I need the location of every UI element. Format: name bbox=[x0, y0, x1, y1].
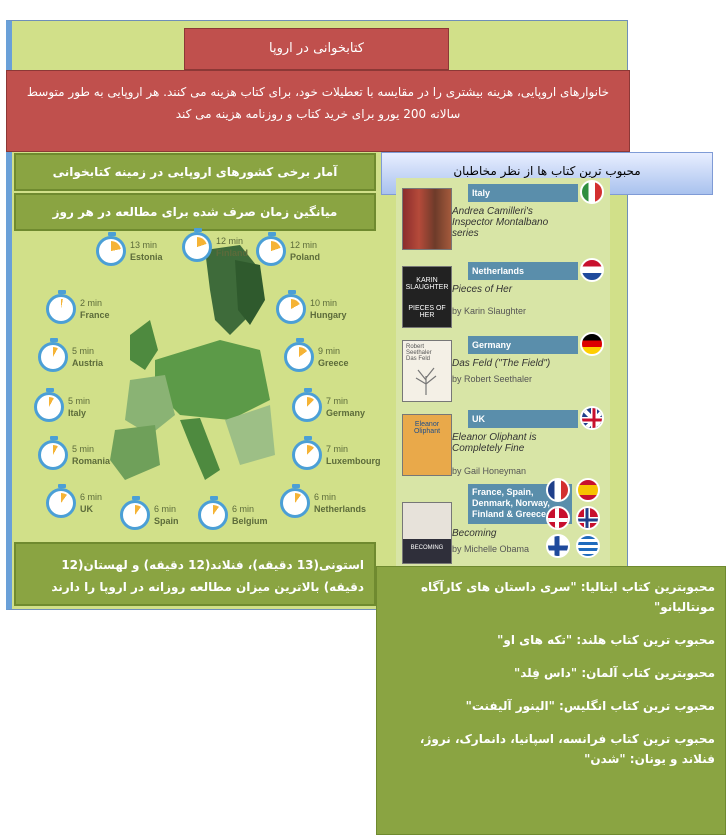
book-country: UK bbox=[468, 410, 578, 428]
map-uk bbox=[130, 320, 158, 370]
reading-timer bbox=[120, 500, 179, 530]
timer-fill bbox=[39, 397, 59, 417]
favorite-multi: محبوب ترین کتاب فرانسه، اسپانیا، دانمارک، نروژ، فنلاند و یونان: "شدن" bbox=[419, 732, 715, 766]
timer-country: Poland bbox=[290, 252, 321, 262]
stopwatch-icon bbox=[120, 500, 150, 530]
timer-country: Austria bbox=[72, 358, 104, 368]
stopwatch-icon bbox=[46, 488, 76, 518]
stopwatch-icon bbox=[280, 488, 310, 518]
timer-fill bbox=[281, 299, 301, 319]
cover-author: Robert Seethaler bbox=[406, 344, 432, 356]
reading-timer bbox=[38, 440, 110, 470]
page-title: کتابخوانی در اروپا bbox=[184, 28, 449, 70]
timer-country: Germany bbox=[326, 408, 366, 418]
stopwatch-icon bbox=[284, 342, 314, 372]
book-cover-image bbox=[402, 340, 452, 402]
book-author: by Robert Seethaler bbox=[452, 374, 533, 384]
book-row-becoming bbox=[396, 478, 610, 568]
norway-flag-icon bbox=[576, 506, 600, 530]
favorite-italy: محبوبترین کتاب ایتالیا: "سری داستان های کارآگاه مونتالبانو" bbox=[420, 580, 715, 614]
germany-flag-icon bbox=[580, 332, 604, 356]
intro-text: خانوارهای اروپایی، هزینه بیشتری را در مقایسه با تعطیلات خود، برای کتاب هزینه می کنند. هر اروپایی به طور متوسط سالانه 200 یورو برای خرید کتاب و روزنامه هزینه می کند bbox=[6, 70, 630, 152]
stopwatch-icon bbox=[34, 392, 64, 422]
book-author: by Gail Honeyman bbox=[452, 466, 527, 476]
stopwatch-icon bbox=[292, 440, 322, 470]
book-row-uk bbox=[396, 404, 610, 482]
timer-minutes: 5 min bbox=[72, 444, 95, 454]
greece-flag-icon bbox=[576, 534, 600, 558]
stopwatch-icon bbox=[198, 500, 228, 530]
book-country: Italy bbox=[468, 184, 578, 202]
netherlands-flag-icon bbox=[580, 258, 604, 282]
timer-fill bbox=[43, 347, 63, 367]
timer-fill bbox=[261, 241, 281, 261]
timer-minutes: 7 min bbox=[326, 396, 349, 406]
cover-title: PIECES OF HER bbox=[408, 305, 446, 319]
timer-country: Italy bbox=[68, 408, 87, 418]
timer-fill bbox=[51, 299, 71, 319]
reading-timer bbox=[38, 342, 103, 372]
timer-minutes: 7 min bbox=[326, 444, 349, 454]
timer-fill bbox=[297, 397, 317, 417]
timer-minutes: 9 min bbox=[318, 346, 341, 356]
timer-fill bbox=[203, 505, 223, 525]
stopwatch-icon bbox=[46, 294, 76, 324]
reading-timer bbox=[46, 294, 110, 324]
book-panel bbox=[396, 178, 610, 568]
popular-books-heading: محبوب ترین کتاب ها از نظر مخاطبان bbox=[381, 152, 713, 195]
book-title: Pieces of Her bbox=[452, 284, 513, 295]
italy-flag-icon bbox=[580, 180, 604, 204]
timer-country: France bbox=[80, 310, 110, 320]
stopwatch-icon bbox=[256, 236, 286, 266]
timer-country: Belgium bbox=[232, 516, 268, 526]
stopwatch-icon bbox=[292, 392, 322, 422]
tree-icon bbox=[406, 362, 446, 396]
reading-timer bbox=[96, 236, 163, 266]
stopwatch-icon bbox=[96, 236, 126, 266]
map-italy bbox=[180, 418, 220, 480]
timer-fill bbox=[43, 445, 63, 465]
book-title: Eleanor Oliphant is Completely Fine bbox=[452, 432, 537, 454]
favorite-germany: محبوبترین کتاب آلمان: "داس فِلد" bbox=[513, 666, 715, 680]
timer-country: Spain bbox=[154, 516, 179, 526]
reading-timer bbox=[182, 232, 248, 262]
timer-minutes: 12 min bbox=[216, 236, 244, 246]
reading-time-heading: میانگین زمان صرف شده برای مطالعه در هر روز bbox=[14, 193, 376, 231]
timer-country: Luxembourg bbox=[326, 456, 381, 466]
book-row-germany bbox=[396, 330, 610, 408]
book-country: France, Spain, Denmark, Norway, Finland & Greece bbox=[468, 484, 572, 524]
stopwatch-icon bbox=[38, 342, 68, 372]
timer-minutes: 6 min bbox=[314, 492, 337, 502]
cover-author: KARIN SLAUGHTER bbox=[405, 277, 449, 291]
stopwatch-icon bbox=[182, 232, 212, 262]
book-country: Germany bbox=[468, 336, 578, 354]
timer-country: Romania bbox=[72, 456, 111, 466]
reading-timer bbox=[198, 500, 268, 530]
timer-minutes: 12 min bbox=[290, 240, 318, 250]
book-country: Netherlands bbox=[468, 262, 578, 280]
book-cover-image bbox=[402, 266, 452, 328]
denmark-flag-icon bbox=[546, 506, 570, 530]
map-iberia bbox=[110, 425, 160, 480]
cover-title: BECOMING bbox=[410, 545, 444, 551]
stopwatch-icon bbox=[276, 294, 306, 324]
timer-country: Finland bbox=[216, 248, 248, 258]
timer-fill bbox=[101, 241, 121, 261]
timer-country: Greece bbox=[318, 358, 349, 368]
book-cover-image bbox=[402, 502, 452, 564]
timer-fill bbox=[125, 505, 145, 525]
timer-country: UK bbox=[80, 504, 93, 514]
timer-minutes: 5 min bbox=[68, 396, 91, 406]
timer-fill bbox=[297, 445, 317, 465]
favorite-books-list bbox=[376, 566, 726, 835]
finland-flag-icon bbox=[546, 534, 570, 558]
book-row-netherlands bbox=[396, 256, 610, 334]
stopwatch-icon bbox=[38, 440, 68, 470]
timer-fill bbox=[187, 237, 207, 257]
timer-minutes: 6 min bbox=[232, 504, 255, 514]
reading-timer bbox=[276, 294, 347, 324]
timer-country: Netherlands bbox=[314, 504, 367, 514]
stats-heading: آمار برخی کشورهای اروپایی در زمینه کتابخوانی bbox=[14, 153, 376, 191]
timer-fill bbox=[285, 493, 305, 513]
reading-timer bbox=[280, 488, 366, 518]
reading-timer bbox=[256, 236, 320, 266]
favorite-uk: محبوب ترین کتاب انگلیس: "الینور آلیفنت" bbox=[465, 699, 715, 713]
book-author: by Michelle Obama bbox=[452, 544, 530, 554]
timer-minutes: 13 min bbox=[130, 240, 158, 250]
book-title: Das Feld ("The Field") bbox=[452, 358, 551, 369]
book-title: Becoming bbox=[452, 528, 497, 539]
timer-minutes: 2 min bbox=[80, 298, 103, 308]
book-row-italy bbox=[396, 178, 610, 256]
book-author: by Karin Slaughter bbox=[452, 306, 527, 316]
cover-title: Das Feld bbox=[406, 356, 431, 362]
timer-country: Estonia bbox=[130, 252, 163, 262]
reading-timer bbox=[292, 440, 381, 470]
cover-title: Eleanor Oliphant bbox=[413, 421, 441, 435]
europe-map bbox=[110, 240, 280, 490]
reading-timer bbox=[292, 392, 365, 422]
france-flag-icon bbox=[546, 478, 570, 502]
favorite-netherlands: محبوب ترین کتاب هلند: "تکه های او" bbox=[497, 633, 715, 647]
reading-timer bbox=[34, 392, 90, 422]
timer-minutes: 6 min bbox=[154, 504, 177, 514]
timer-minutes: 6 min bbox=[80, 492, 103, 502]
reading-timer bbox=[284, 342, 349, 372]
timer-minutes: 10 min bbox=[310, 298, 338, 308]
book-cover-image bbox=[402, 188, 452, 250]
book-title: Andrea Camilleri's Inspector Montalbano series bbox=[452, 206, 549, 239]
spain-flag-icon bbox=[576, 478, 600, 502]
top-readers-summary: استونی(13 دقیقه)، فنلاند(12 دقیقه) و لهستان(12 دقیقه) بالاترین میزان مطالعه روزانه در اروپا را دارند bbox=[14, 542, 376, 606]
timer-fill bbox=[289, 347, 309, 367]
book-cover-image bbox=[402, 414, 452, 476]
uk-flag-icon bbox=[580, 406, 604, 430]
timer-minutes: 5 min bbox=[72, 346, 95, 356]
reading-timer bbox=[46, 488, 102, 518]
timer-country: Hungary bbox=[310, 310, 347, 320]
timer-fill bbox=[51, 493, 71, 513]
